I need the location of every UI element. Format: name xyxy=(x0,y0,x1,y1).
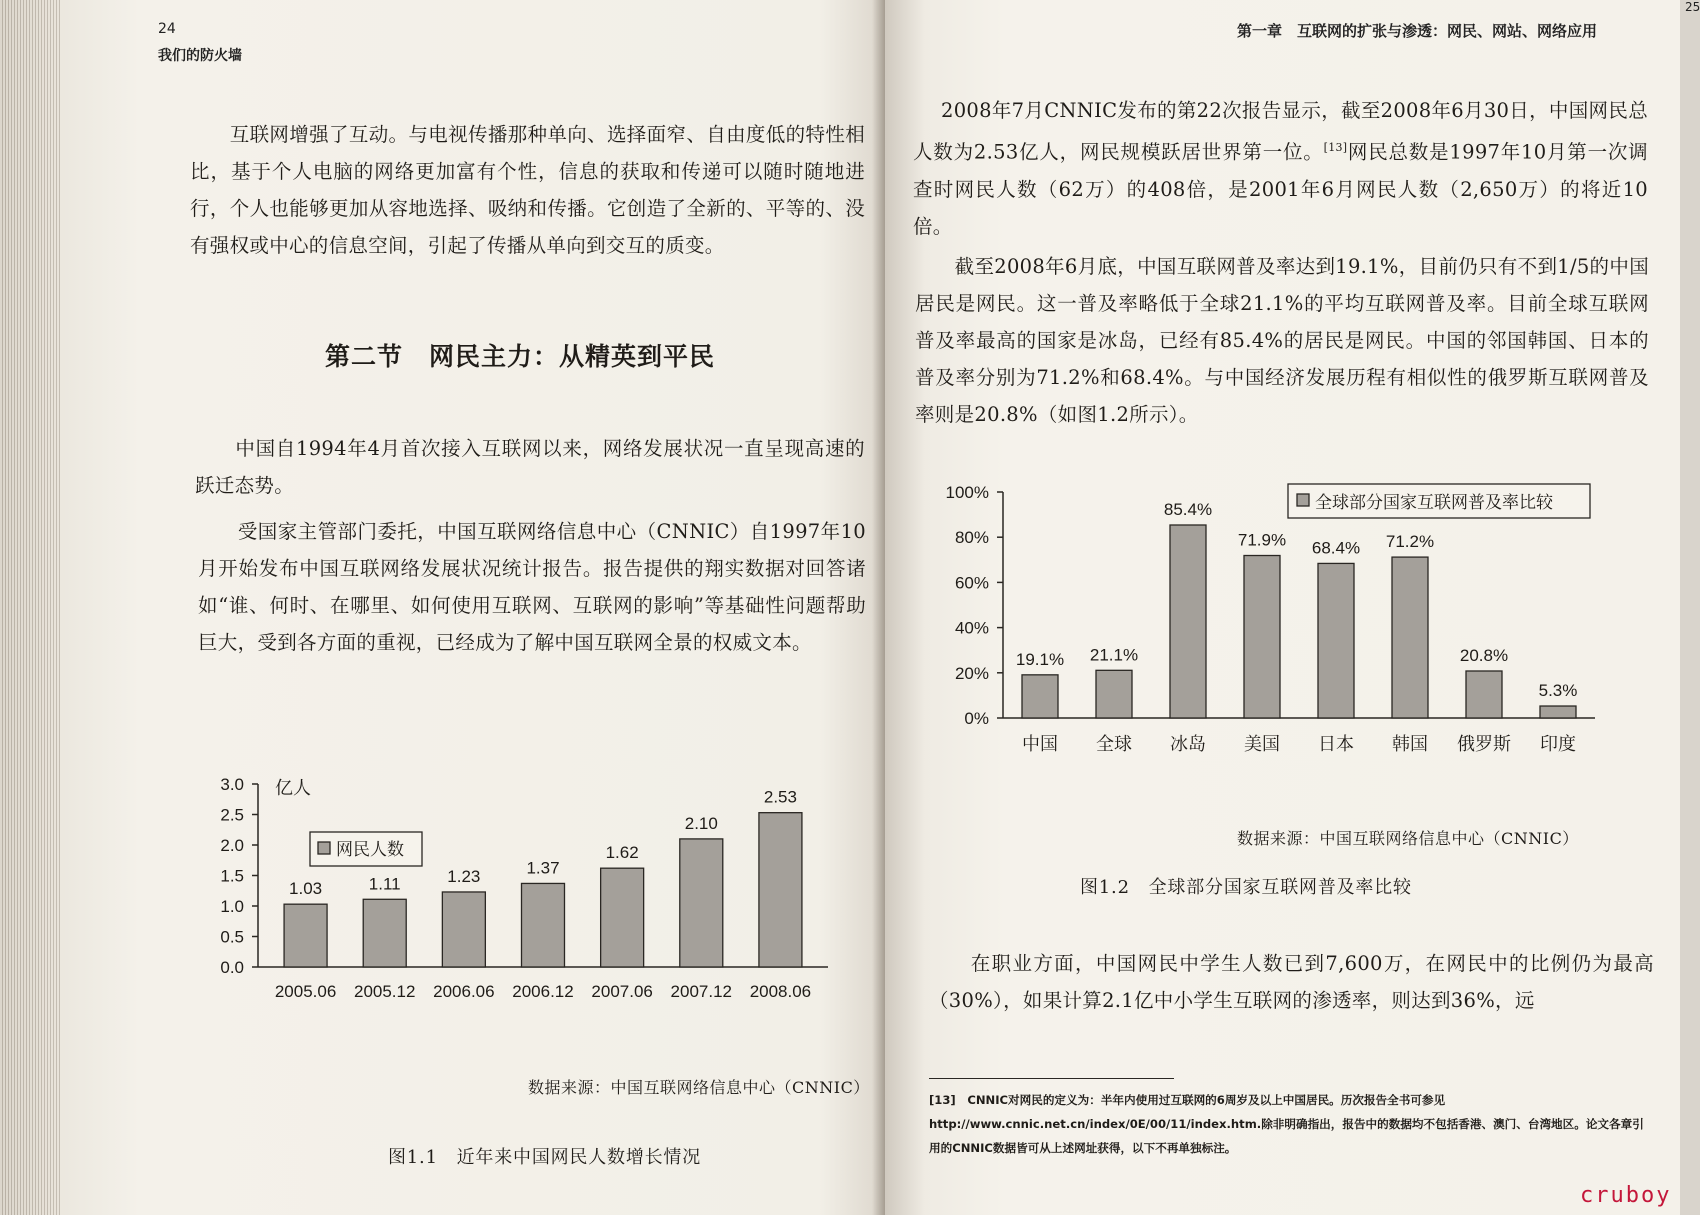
section-heading: 第二节 网民主力：从精英到平民 xyxy=(325,342,716,371)
y-tick-label: 0.5 xyxy=(220,927,244,947)
x-category-label: 2007.12 xyxy=(670,982,733,1001)
y-tick-label: 0% xyxy=(964,709,989,728)
chart-legend xyxy=(310,832,422,866)
x-category-label: 2006.06 xyxy=(433,982,495,1001)
y-tick-label: 1.5 xyxy=(220,866,244,886)
figure-source: 数据来源：中国互联网络信息中心（CNNIC） xyxy=(1237,829,1579,848)
footnote: [13] CNNIC对网民的定义为：半年内使用过互联网的6周岁及以上中国居民。历次报告全书可参见http://www.cnnic.net.cn/index/0E/00/11/index.htm.除非明确指出，报告中的数据均不包括香港、澳门、台湾地区。论文各章引用的CNNIC数据皆可从上述网址获得，以下不再单独标注。 xyxy=(929,1093,1644,1155)
x-category-label: 俄罗斯 xyxy=(1457,734,1511,754)
y-tick-label: 60% xyxy=(954,573,989,593)
figure-caption: 图1.2 全球部分国家互联网普及率比较 xyxy=(1080,877,1412,898)
bar-value-label: 68.4% xyxy=(1311,538,1361,558)
paragraph-history: 中国自1994年4月首次接入互联网以来，网络发展状况一直呈现高速的跃迁态势。 xyxy=(195,437,865,497)
bar-2008.06 xyxy=(759,813,802,967)
bar-value-label: 1.62 xyxy=(605,843,639,863)
chart-unit-label: 亿人 xyxy=(275,778,311,798)
bar-value-label: 2.53 xyxy=(763,787,797,807)
bar-俄罗斯 xyxy=(1466,671,1502,718)
bar-value-label: 2.10 xyxy=(684,813,718,833)
bar-value-label: 1.37 xyxy=(526,858,560,878)
bar-2005.12 xyxy=(363,899,406,967)
chart-netizen-growth xyxy=(200,770,900,1080)
y-tick-label: 40% xyxy=(954,618,989,638)
x-category-label: 美国 xyxy=(1244,734,1280,754)
y-tick-label: 2.0 xyxy=(220,836,244,855)
y-tick-label: 0.0 xyxy=(220,958,244,977)
y-tick-label: 2.5 xyxy=(220,805,244,825)
page-edges xyxy=(0,0,60,1215)
y-tick-label: 1.0 xyxy=(220,897,244,916)
right-page xyxy=(885,0,1700,1215)
x-category-label: 印度 xyxy=(1540,734,1576,754)
x-category-label: 冰岛 xyxy=(1170,734,1206,754)
y-tick-label: 3.0 xyxy=(220,775,244,794)
x-category-label: 中国 xyxy=(1022,734,1058,754)
bar-value-label: 71.2% xyxy=(1385,532,1435,552)
chart-legend-label: 网民人数 xyxy=(336,840,404,859)
bar-value-label: 20.8% xyxy=(1459,645,1509,665)
x-category-label: 2006.12 xyxy=(512,982,574,1001)
bar-2007.12 xyxy=(680,839,723,967)
x-category-label: 2008.06 xyxy=(749,982,812,1001)
left-page-number: 24 xyxy=(158,21,176,37)
bar-value-label: 85.4% xyxy=(1163,499,1213,519)
bar-value-label: 19.1% xyxy=(1015,649,1065,669)
paragraph-penetration: 截至2008年6月底，中国互联网普及率达到19.1%，目前仍只有不到1/5的中国居民是网民。这一普及率略低于全球21.1%的平均互联网普及率。目前全球互联网普及率最高的国家是冰岛，已经有85.4%的居民是网民。中国的邻国韩国、日本的普及率分别为71.2%和68.4%。与中国经济发展历程有相似性的俄罗斯互联网普及率则是20.8%（如图1.2所示）。 xyxy=(915,255,1649,426)
bar-value-label: 1.23 xyxy=(447,866,481,886)
chart-legend-label: 全球部分国家互联网普及率比较 xyxy=(1315,493,1553,512)
paragraph-occupation: 在职业方面，中国网民中学生人数已到7,600万，在网民中的比例仍为最高（30%），如果计算2.1亿中小学生互联网的渗透率，则达到36%，远 xyxy=(929,952,1654,1012)
bar-value-label: 21.1% xyxy=(1089,645,1139,665)
x-category-label: 2007.06 xyxy=(591,982,653,1001)
paragraph-cnnic: 受国家主管部门委托，中国互联网络信息中心（CNNIC）自1997年10月开始发布中国互联网络发展状况统计报告。报告提供的翔实数据对回答诸如“谁、何时、在哪里、如何使用互联网、互联网的影响”等基础性问题帮助巨大，受到各方面的重视，已经成为了解中国互联网全景的权威文本。 xyxy=(198,520,866,654)
bar-value-label: 5.3% xyxy=(1538,681,1578,701)
bar-日本 xyxy=(1318,563,1354,718)
right-page-number: 25 xyxy=(1685,0,1700,14)
footnote-ref: [13] xyxy=(1323,141,1348,154)
x-category-label: 2005.06 xyxy=(274,982,337,1001)
x-category-label: 全球 xyxy=(1096,734,1132,754)
bar-2006.06 xyxy=(442,892,485,967)
bar-2006.12 xyxy=(522,883,565,967)
bar-美国 xyxy=(1244,556,1280,718)
x-category-label: 韩国 xyxy=(1392,734,1428,754)
chapter-header: 第一章 互联网的扩张与渗透：网民、网站、网络应用 xyxy=(1237,22,1598,40)
bar-value-label: 71.9% xyxy=(1237,530,1287,550)
bar-2007.06 xyxy=(601,868,644,967)
bar-value-label: 1.03 xyxy=(289,879,323,899)
paragraph-report-growth: 网民总数是1997年10月第一次调查时网民人数（62万）的408倍，是2001年6月网民人数（2,650万）的将近10倍。 xyxy=(913,140,1648,238)
bar-中国 xyxy=(1022,675,1058,718)
bar-2005.06 xyxy=(284,904,327,967)
x-category-label: 2005.12 xyxy=(353,982,416,1001)
bar-冰岛 xyxy=(1170,525,1206,718)
paragraph-cnnic-report xyxy=(913,92,1648,245)
footnote-divider xyxy=(929,1078,1174,1079)
paragraph-interaction: 互联网增强了互动。与电视传播那种单向、选择面窄、自由度低的特性相比，基于个人电脑的网络更加富有个性，信息的获取和传递可以随时随地进行，个人也能够更加从容地选择、吸纳和传播。它创造了全新的、平等的、没有强权或中心的信息空间，引起了传播从单向到交互的质变。 xyxy=(190,123,865,257)
paragraph-report-text: 2008年7月CNNIC发布的第22次报告显示，截至2008年6月30日，中国网民总人数为2.53亿人，网民规模跃居世界第一位。 xyxy=(913,99,1648,164)
y-tick-label: 20% xyxy=(954,663,989,683)
bar-韩国 xyxy=(1392,557,1428,718)
bar-全球 xyxy=(1096,670,1132,718)
book-title-header: 我们的防火墙 xyxy=(158,48,242,64)
x-category-label: 日本 xyxy=(1318,734,1354,754)
figure-caption: 图1.1 近年来中国网民人数增长情况 xyxy=(388,1147,702,1168)
bar-印度 xyxy=(1540,706,1576,718)
bar-value-label: 1.11 xyxy=(368,874,401,894)
figure-source: 数据来源：中国互联网络信息中心（CNNIC） xyxy=(528,1078,870,1097)
chart-legend xyxy=(1288,484,1590,518)
y-tick-label: 100% xyxy=(945,483,989,502)
watermark: cruboy xyxy=(1580,1183,1672,1208)
y-tick-label: 80% xyxy=(954,528,989,548)
chart-penetration-comparison xyxy=(905,470,1675,815)
